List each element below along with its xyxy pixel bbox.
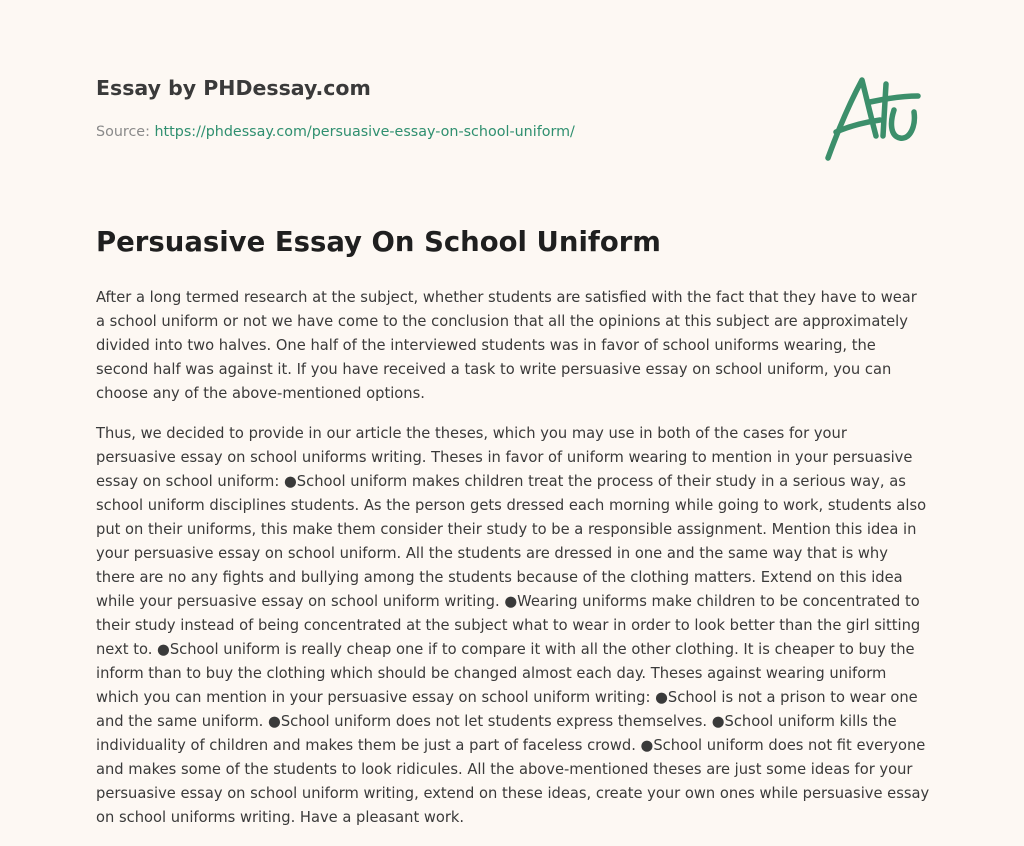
a-plus-icon bbox=[822, 66, 926, 166]
essay-body bbox=[96, 286, 930, 846]
source-line bbox=[96, 124, 575, 140]
essay-title: Persuasive Essay On School Uniform bbox=[96, 226, 661, 258]
source-link[interactable]: https://phdessay.com/persuasive-essay-on-school-uniform/ bbox=[154, 124, 575, 140]
essay-paragraph: After a long termed research at the subject, whether students are satisfied with the fact that they have to wear a school uniform or not we have come to the conclusion that all the opinions at this subject are approximately divided into two halves. One half of the interviewed students was in favor of school uniforms wearing, the second half was against it. If you have received a task to write persuasive essay on school uniform, you can choose any of the above-mentioned options. bbox=[96, 289, 917, 402]
page-header bbox=[96, 0, 928, 200]
site-title: Essay by PHDessay.com bbox=[96, 76, 371, 100]
source-label: Source: bbox=[96, 124, 150, 140]
essay-paragraph: Thus, we decided to provide in our article the theses, which you may use in both of the cases for your persuasive essay on school uniforms writing. Theses in favor of uniform wearing to mention in your persuasive essay on school uniform: ●School uniform makes children treat the process of their study in a serious way, as school uniform disciplines students. As the person gets dressed each morning while going to work, students also put on their uniforms, this make them consider their study to be a responsible assignment. Mention this idea in your persuasive essay on school uniform. All the students are dressed in one and the same way that is why there are no any fights and bullying among the students because of the clothing matters. Extend on this idea while your persuasive essay on school uniform writing. ●Wearing uniforms make children to be concentrated to their study instead of being concentrated at the subject what to wear in order to look better than the girl sitting next to. ●School uniform is really cheap one if to compare it with all the other clothing. It is cheaper to buy the inform than to buy the clothing which should be changed almost each day. Theses against wearing uniform which you can mention in your persuasive essay on school uniform writing: ●School is not a prison to wear one and the same uniform. ●School uniform does not let students express themselves. ●School uniform kills the individuality of children and makes them be just a part of faceless crowd. ●School uniform does not fit everyone and makes some of the students to look ridicules. All the above-mentioned theses are just some ideas for your persuasive essay on school uniform writing, extend on these ideas, create your own ones while persuasive essay on school uniforms writing. Have a pleasant work. bbox=[96, 425, 930, 826]
